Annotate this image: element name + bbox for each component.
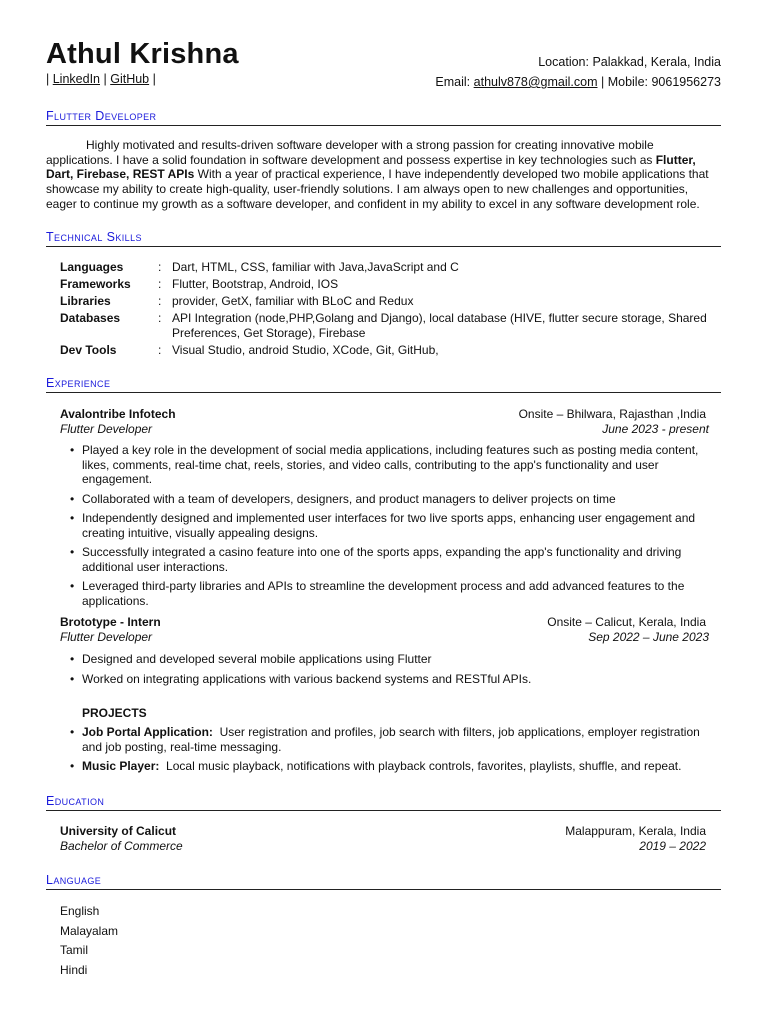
location-text: Location: Palakkad, Kerala, India [538, 55, 721, 69]
employer-location: Onsite – Bhilwara, Rajasthan ,India [518, 407, 706, 421]
skills-section-title: Technical Skills [46, 230, 721, 247]
list-item: • Successfully integrated a casino feature into one of the sports apps, expanding the app's functionality and driving additional user interactions. [70, 545, 708, 574]
links-separator: | [103, 72, 107, 86]
entry-subheading [60, 422, 709, 437]
entry-heading [60, 407, 706, 422]
mobile-text: | Mobile: 9061956273 [600, 75, 721, 89]
entry-subheading [60, 630, 709, 645]
education-dates: 2019 – 2022 [639, 838, 706, 853]
summary-text-1: Highly motivated and results-driven software developer with a strong passion for creating innovative mobile applications. I have a solid foundation in software development and possess expertise in key technologies such as [46, 138, 656, 167]
experience-section-title: Experience [46, 376, 721, 393]
project-desc: Local music playback, notifications with playback controls, favorites, playlists, shuffle, and repeat. [166, 759, 682, 773]
employer-name: Avalontribe Infotech [60, 407, 176, 421]
skill-label: Libraries [60, 294, 111, 308]
project-name: Job Portal Application: [82, 725, 213, 739]
github-link[interactable]: GitHub [110, 72, 150, 86]
entry-subheading [60, 839, 706, 854]
language-item: Hindi [60, 962, 88, 977]
experience-entry-avalontribe [60, 407, 709, 436]
education-section-title: Education [46, 794, 721, 811]
job-title: Flutter Developer [60, 629, 153, 644]
skill-separator: : [158, 260, 162, 274]
job-dates: Sep 2022 – June 2023 [588, 629, 709, 644]
language-item: Tamil [60, 943, 89, 957]
skill-label: Databases [60, 311, 121, 325]
experience-bullets-avalontribe [70, 443, 708, 613]
linkedin-link[interactable]: LinkedIn [52, 72, 100, 86]
language-item: English [60, 904, 100, 918]
job-title: Flutter Developer [60, 421, 153, 436]
skill-row-frameworks [60, 277, 713, 292]
list-item: • Leveraged third-party libraries and APIs to streamline the development process and add advanced features to the applications. [70, 579, 708, 608]
skill-row-dev-tools [60, 343, 713, 358]
experience-bullets-brototype [70, 652, 708, 691]
profile-links [46, 72, 156, 86]
list-item: • Designed and developed several mobile applications using Flutter [70, 652, 708, 667]
experience-entry-brototype [60, 615, 709, 644]
skill-separator: : [158, 277, 162, 291]
skill-value: Visual Studio, android Studio, XCode, Git, GitHub, [172, 342, 439, 357]
contact-info [435, 52, 721, 92]
list-item: • Independently designed and implemented user interfaces for two live sports apps, enhancing user engagement and creating intuitive, visually appealing designs. [70, 511, 708, 540]
project-item [70, 725, 708, 754]
list-item: • Worked on integrating applications with various backend systems and RESTful APIs. [70, 672, 708, 687]
links-prefix: | [46, 72, 50, 86]
summary-text-2: With a year of practical experience, I have independently developed two mobile applications that showcase my ability to create high-quality, user-friendly solutions. I am always open to new challenges and opportunities, eager to continue my growth as a software developer, and confident in my ability to excel in any software development role. [46, 167, 709, 211]
skill-label: Dev Tools [60, 342, 117, 357]
degree-name: Bachelor of Commerce [60, 838, 183, 853]
skill-value: provider, GetX, familiar with BLoC and Redux [172, 294, 414, 308]
projects-heading: PROJECTS [82, 706, 147, 720]
skill-separator: : [158, 342, 162, 357]
skill-row-databases [60, 311, 713, 340]
education-entry [60, 824, 706, 853]
email-label: Email: [435, 75, 471, 89]
project-item [70, 759, 708, 774]
employer-location: Onsite – Calicut, Kerala, India [547, 615, 706, 629]
skill-row-languages [60, 260, 713, 275]
school-location: Malappuram, Kerala, India [565, 824, 706, 838]
skill-separator: : [158, 311, 162, 325]
skill-row-libraries [60, 294, 713, 309]
skill-value: Flutter, Bootstrap, Android, IOS [172, 277, 339, 291]
list-item: • Played a key role in the development of social media applications, including features such as posting media content, likes, comments, real-time chat, reels, stories, and video calls, contributing to the app's functionality and user engagement. [70, 443, 708, 487]
summary-paragraph [46, 138, 718, 212]
entry-heading [60, 824, 706, 839]
skill-label: Frameworks [60, 277, 131, 291]
candidate-name: Athul Krishna [46, 38, 239, 70]
skill-label: Languages [60, 260, 124, 274]
employer-name: Brototype - Intern [60, 615, 161, 629]
entry-heading [60, 615, 706, 630]
job-dates: June 2023 - present [602, 421, 709, 436]
skills-table [60, 260, 713, 360]
links-suffix: | [152, 72, 156, 86]
skill-separator: : [158, 294, 162, 308]
skill-value: API Integration (node,PHP,Golang and Django), local database (HIVE, flutter secure storage, Shared Preferences, Get Storage), Firebase [172, 311, 707, 340]
language-list [60, 902, 118, 980]
summary-section-title: Flutter Developer [46, 109, 721, 126]
language-item: Malayalam [60, 923, 119, 938]
school-name: University of Calicut [60, 824, 177, 838]
language-section-title: Language [46, 873, 721, 890]
email-mobile-line [435, 72, 721, 92]
project-name: Music Player: [82, 759, 160, 773]
email-link[interactable]: athulv878@gmail.com [473, 75, 598, 89]
list-item: • Collaborated with a team of developers, designers, and product managers to deliver projects on time [70, 492, 708, 507]
skill-value: Dart, HTML, CSS, familiar with Java,JavaScript and C [172, 260, 459, 274]
summary-key-tech: Flutter, Dart, Firebase, REST APIs [46, 152, 696, 182]
project-desc: User registration and profiles, job search with filters, job applications, employer registration and job posting, real-time messaging. [82, 725, 700, 754]
projects-list [70, 725, 708, 779]
